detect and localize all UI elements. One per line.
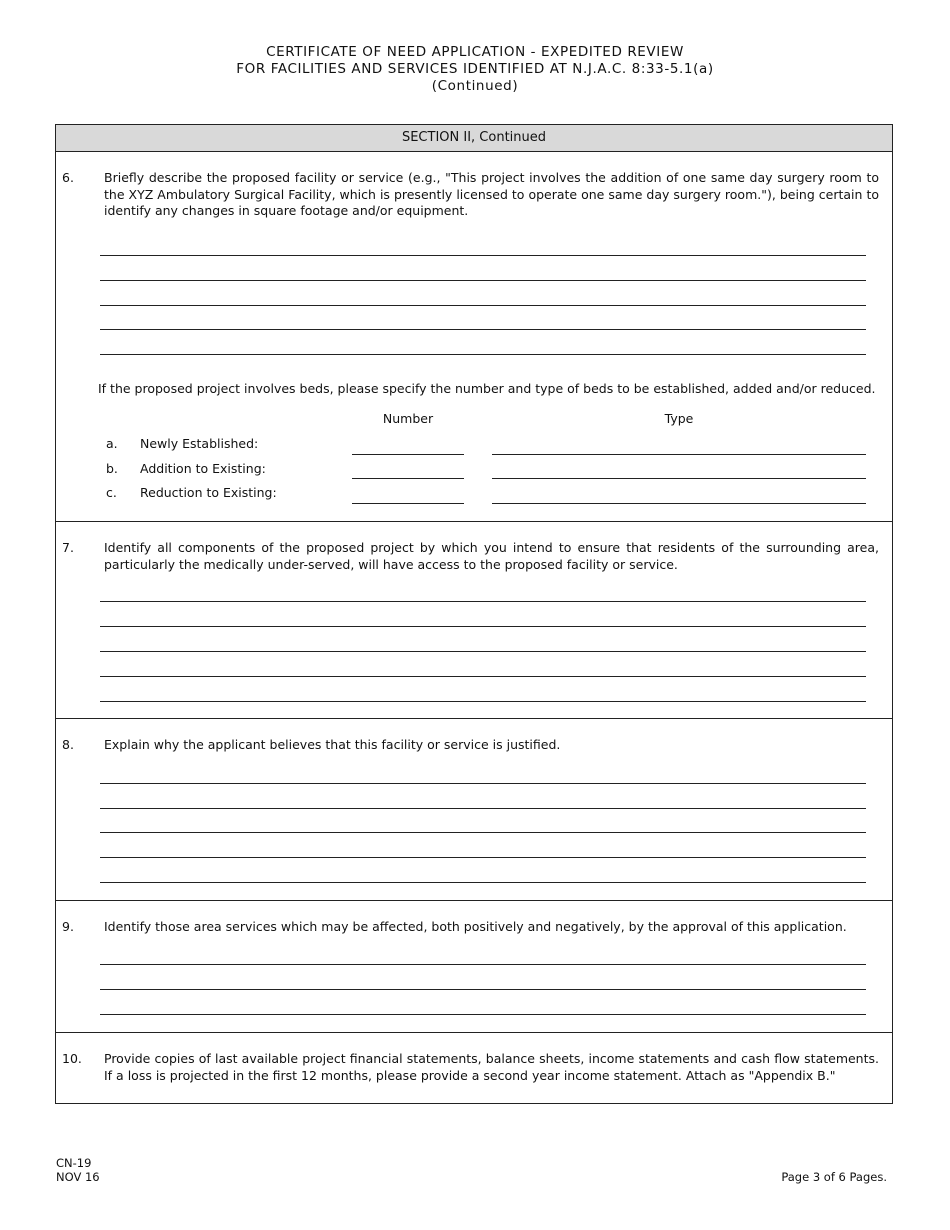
answer-line[interactable] [100,280,866,281]
answer-line[interactable] [100,964,866,965]
reduction-number-field[interactable] [352,503,464,504]
number-column-header: Number [382,411,434,426]
answer-line[interactable] [100,255,866,256]
question-text: Explain why the applicant believes that this facility or service is justified. [104,737,561,752]
reduction-type-field[interactable] [492,503,866,504]
bed-row-letter: a. [106,436,118,451]
bed-row-label: Reduction to Existing: [140,485,277,500]
answer-line[interactable] [100,783,866,784]
answer-line[interactable] [100,651,866,652]
type-column-header: Type [664,411,694,426]
answer-line[interactable] [100,989,866,990]
answer-line[interactable] [100,701,866,702]
question-text: Provide copies of last available project financial statements, balance sheets, income statements and cash flow statements. If a loss is projected in the first 12 months, please provide a second year income statement. Attach as "Appendix B." [104,1051,879,1083]
addition-type-field[interactable] [492,478,866,479]
section-header: SECTION II, Continued [56,125,892,152]
answer-line[interactable] [100,601,866,602]
bed-row-letter: b. [106,461,118,476]
form-id [56,1156,100,1184]
question-number: 8. [62,737,74,752]
question-8 [56,719,892,901]
addition-number-field[interactable] [352,478,464,479]
question-number: 9. [62,919,74,934]
answer-line[interactable] [100,857,866,858]
bed-row-label: Newly Established: [140,436,259,451]
form-box [55,124,893,1104]
answer-line[interactable] [100,882,866,883]
question-10 [56,1033,892,1103]
question-7 [56,522,892,719]
answer-line[interactable] [100,626,866,627]
form-revision: NOV 16 [56,1170,100,1184]
form-code: CN-19 [56,1156,92,1170]
header-title: CERTIFICATE OF NEED APPLICATION - EXPEDITED REVIEW [266,44,684,60]
header-continued: (Continued) [431,78,519,94]
newly-established-type-field[interactable] [492,454,866,455]
bed-row-letter: c. [106,485,117,500]
document-header [0,44,950,95]
newly-established-number-field[interactable] [352,454,464,455]
question-number: 7. [62,540,74,555]
question-text: Briefly describe the proposed facility or service (e.g., "This project involves the addition of one same day surgery room to the XYZ Ambulatory Surgical Facility, which is presently licensed to operate one same day surgery room."), being certain to identify any changes in square footage and/or equipment. [104,170,879,218]
answer-line[interactable] [100,832,866,833]
question-6 [56,152,892,522]
question-number: 10. [62,1051,82,1066]
beds-instruction: If the proposed project involves beds, please specify the number and type of beds to be established, added and/or reduced. [98,381,876,396]
answer-line[interactable] [100,1014,866,1015]
answer-line[interactable] [100,808,866,809]
question-text: Identify all components of the proposed project by which you intend to ensure that residents of the surrounding area, particularly the medically under-served, will have access to the proposed facility or service. [104,540,879,572]
question-number: 6. [62,170,74,185]
answer-line[interactable] [100,329,866,330]
page-number: Page 3 of 6 Pages. [781,1170,887,1184]
question-9 [56,901,892,1033]
question-text: Identify those area services which may be affected, both positively and negatively, by the approval of this application. [104,919,847,934]
answer-line[interactable] [100,676,866,677]
answer-line[interactable] [100,354,866,355]
header-subtitle: FOR FACILITIES AND SERVICES IDENTIFIED AT N.J.A.C. 8:33-5.1(a) [236,61,714,77]
bed-row-label: Addition to Existing: [140,461,266,476]
answer-line[interactable] [100,305,866,306]
